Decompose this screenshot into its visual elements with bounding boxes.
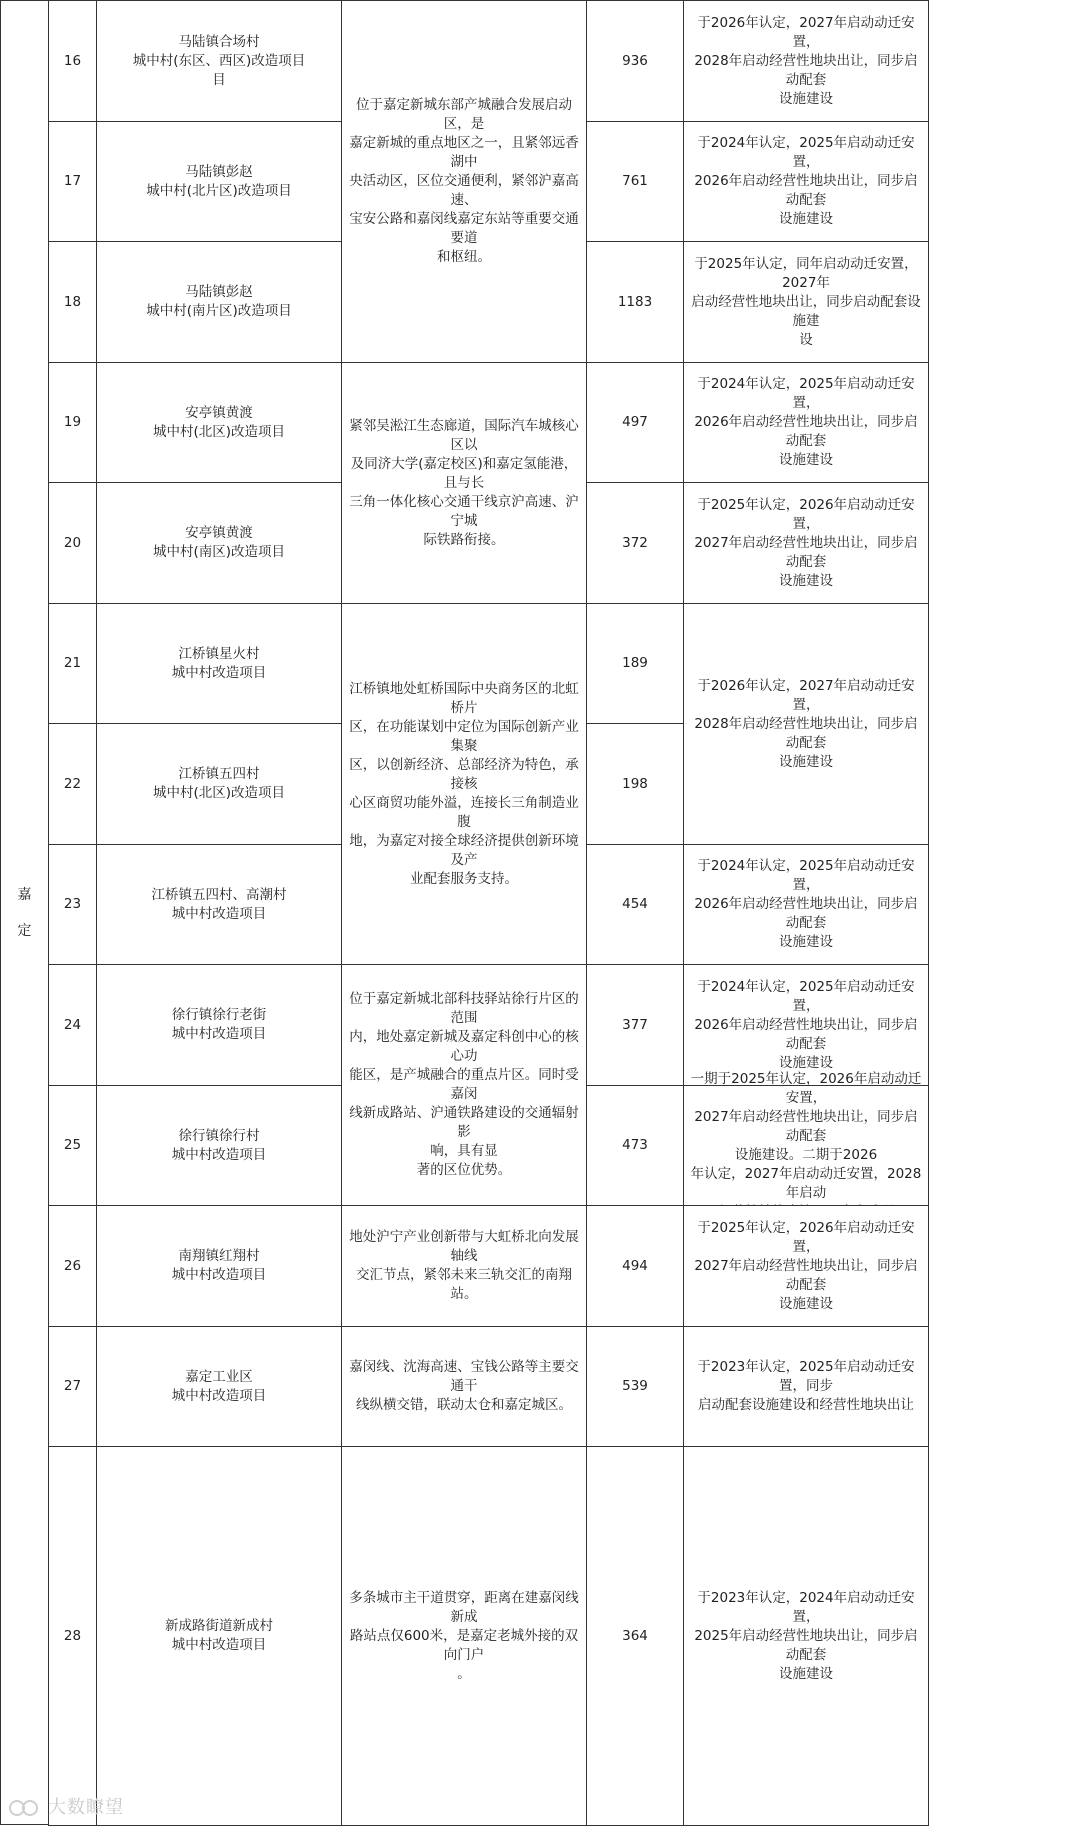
area-value: 1183 — [586, 241, 684, 363]
region-cell: 嘉 定 — [0, 0, 49, 1825]
schedule-text: 于2023年认定，2025年启动动迁安置，同步 启动配套设施建设和经营性地块出让 — [683, 1326, 929, 1447]
row-number: 24 — [48, 964, 97, 1086]
location-description: 嘉闵线、沈海高速、宝钱公路等主要交通干 线纵横交错，联动太仓和嘉定城区。 — [341, 1326, 587, 1447]
project-name: 江桥镇五四村 城中村(北区)改造项目 — [96, 723, 342, 845]
location-description: 多条城市主干道贯穿，距离在建嘉闵线新成 路站点仅600米，是嘉定老城外接的双向门户 。 — [341, 1446, 587, 1826]
location-description: 江桥镇地处虹桥国际中央商务区的北虹桥片 区，在功能谋划中定位为国际创新产业集聚 区，以创新经济、总部经济为特色，承接核 心区商贸功能外溢，连接长三角制造业腹 地，为嘉定对接全球经济提供创新环境及产 业配套服务支持。 — [341, 603, 587, 965]
area-value: 372 — [586, 482, 684, 604]
schedule-text: 于2026年认定，2027年启动动迁安置， 2028年启动经营性地块出让，同步启动配套 设施建设 — [683, 0, 929, 122]
area-value: 198 — [586, 723, 684, 845]
schedule-text: 安置， 2027年启动经营性地块出让，同步启动配套 设施建设。二期于2026 年认定，2027年启动动迁安置，2028年启动 — [683, 1085, 929, 1206]
area-value: 761 — [586, 121, 684, 242]
location-description: 位于嘉定新城北部科技驿站徐行片区的范围 内，地处嘉定新城及嘉定科创中心的核心功 能区，是产城融合的重点片区。同时受嘉闵 线新成路站、沪通铁路建设的交通辐射影 响，具有显 著的区位优势。 — [341, 964, 587, 1206]
project-name: 马陆镇彭赵 城中村(北片区)改造项目 — [96, 121, 342, 242]
row-number: 28 — [48, 1446, 97, 1826]
area-value: 454 — [586, 844, 684, 965]
project-name: 江桥镇星火村 城中村改造项目 — [96, 603, 342, 724]
area-value: 189 — [586, 603, 684, 724]
location-description: 地处沪宁产业创新带与大虹桥北向发展轴线 交汇节点，紧邻未来三轨交汇的南翔站。 — [341, 1205, 587, 1327]
row-number: 19 — [48, 362, 97, 483]
project-name: 南翔镇红翔村 城中村改造项目 — [96, 1205, 342, 1327]
project-name: 嘉定工业区 城中村改造项目 — [96, 1326, 342, 1447]
project-name: 马陆镇合场村 城中村(东区、西区)改造项目 目 — [96, 0, 342, 122]
location-description: 位于嘉定新城东部产城融合发展启动区，是 嘉定新城的重点地区之一，且紧邻远香湖中 央活动区，区位交通便利，紧邻沪嘉高速、 宝安公路和嘉闵线嘉定东站等重要交通要道 和枢纽。 — [341, 0, 587, 363]
schedule-text: 于2024年认定，2025年启动动迁安置， 2026年启动经营性地块出让，同步启动配套 设施建设 — [683, 844, 929, 965]
schedule-text: 于2024年认定，2025年启动动迁安置， 2026年启动经营性地块出让，同步启动配套 设施建设 — [683, 121, 929, 242]
area-value: 497 — [586, 362, 684, 483]
project-name: 安亭镇黄渡 城中村(北区)改造项目 — [96, 362, 342, 483]
location-description: 紧邻吴淞江生态廊道，国际汽车城核心区以 及同济大学(嘉定校区)和嘉定氢能港，且与长 三角一体化核心交通干线京沪高速、沪宁城 际铁路衔接。 — [341, 362, 587, 604]
row-number: 20 — [48, 482, 97, 604]
row-number: 17 — [48, 121, 97, 242]
schedule-text: 于2025年认定，同年启动动迁安置，2027年 启动经营性地块出让，同步启动配套设施建 设 — [683, 241, 929, 363]
project-name: 徐行镇徐行老街 城中村改造项目 — [96, 964, 342, 1086]
area-value: 364 — [586, 1446, 684, 1826]
area-value: 936 — [586, 0, 684, 122]
area-value: 539 — [586, 1326, 684, 1447]
schedule-text: 于2024年认定，2025年启动动迁安置， 2026年启动经营性地块出让，同步启动配套 设施建设 — [683, 362, 929, 483]
watermark — [8, 1793, 124, 1819]
row-number: 25 — [48, 1085, 97, 1206]
project-name: 马陆镇彭赵 城中村(南片区)改造项目 — [96, 241, 342, 363]
row-number: 16 — [48, 0, 97, 122]
schedule-text: 于2023年认定，2024年启动动迁安置， 2025年启动经营性地块出让，同步启动配套 设施建设 — [683, 1446, 929, 1826]
row-number: 18 — [48, 241, 97, 363]
project-name: 江桥镇五四村、高潮村 城中村改造项目 — [96, 844, 342, 965]
watermark-text: 大数瞭望 — [48, 1797, 124, 1818]
schedule-text: 于2025年认定，2026年启动动迁安置， 2027年启动经营性地块出让，同步启动配套 设施建设 — [683, 1205, 929, 1327]
project-name: 安亭镇黄渡 城中村(南区)改造项目 — [96, 482, 342, 604]
schedule-text-merged: 于2026年认定，2027年启动动迁安置， 2028年启动经营性地块出让，同步启动配套 设施建设 — [683, 603, 929, 845]
row-number: 23 — [48, 844, 97, 965]
row-number: 26 — [48, 1205, 97, 1327]
row-number: 27 — [48, 1326, 97, 1447]
schedule-text: 于2024年认定，2025年启动动迁安置， 2026年启动经营性地块出让，同步启动配套 设施建设 — [683, 964, 929, 1086]
schedule-text: 于2025年认定，2026年启动动迁安置， 2027年启动经营性地块出让，同步启动配套 设施建设 — [683, 482, 929, 604]
area-value: 473 — [586, 1085, 684, 1206]
project-name: 新成路街道新成村 城中村改造项目 — [96, 1446, 342, 1826]
row-number: 21 — [48, 603, 97, 724]
project-name: 徐行镇徐行村 城中村改造项目 — [96, 1085, 342, 1206]
row-number: 22 — [48, 723, 97, 845]
area-value: 494 — [586, 1205, 684, 1327]
watermark-logo-icon — [8, 1797, 42, 1819]
area-value: 377 — [586, 964, 684, 1086]
